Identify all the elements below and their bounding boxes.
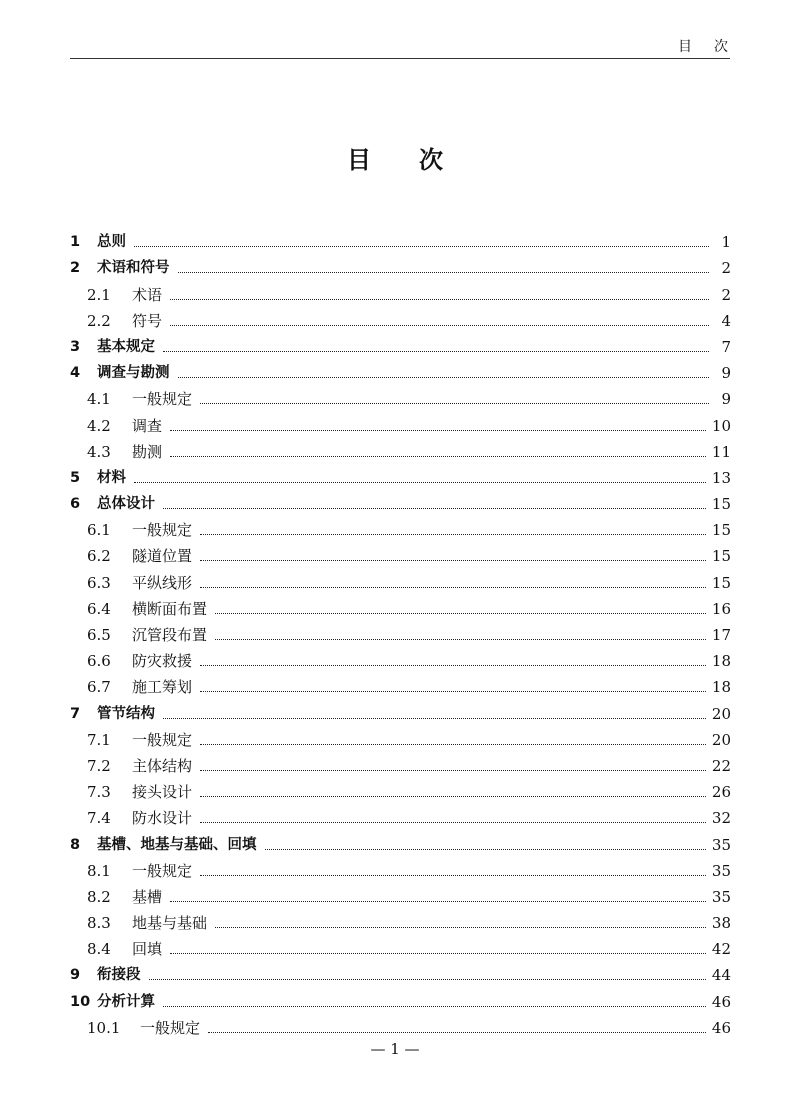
toc-entry-number: 6 xyxy=(70,496,81,513)
toc-entry-number: 8.3 xyxy=(87,914,111,933)
toc-entry-number: 4.2 xyxy=(87,416,111,435)
toc-entry-title: 总体设计 xyxy=(97,496,155,513)
toc-entry-page: 35 xyxy=(711,861,731,880)
toc-entry-page: 2 xyxy=(721,259,731,278)
toc-entry-number: 2.1 xyxy=(87,285,111,304)
toc-entry[interactable] xyxy=(70,671,731,697)
toc-leader-dots xyxy=(215,613,706,614)
toc-entry-page: 32 xyxy=(711,809,731,828)
toc-entry[interactable] xyxy=(70,357,731,383)
toc-entry[interactable] xyxy=(70,540,731,566)
toc-entry-number: 6.1 xyxy=(87,521,111,540)
toc-entry-page: 46 xyxy=(711,992,731,1011)
toc-leader-dots xyxy=(200,560,706,561)
toc-entry-page: 9 xyxy=(721,390,731,409)
toc-entry-page: 1 xyxy=(721,233,731,252)
toc-entry-title: 管节结构 xyxy=(97,705,155,722)
toc-entry-page: 22 xyxy=(711,756,731,775)
toc-leader-dots xyxy=(200,875,706,876)
toc-entry-number: 7.3 xyxy=(87,783,111,802)
page-title: 目次 xyxy=(347,146,491,174)
toc-entry-number: 6.6 xyxy=(87,652,111,671)
table-of-contents xyxy=(70,226,731,1038)
toc-entry-title: 沉管段布置 xyxy=(132,626,208,644)
toc-entry-page: 35 xyxy=(711,887,731,906)
toc-entry-title: 一般规定 xyxy=(140,1018,201,1037)
toc-entry-number: 4 xyxy=(70,365,81,382)
toc-entry-number: 8 xyxy=(70,836,81,853)
toc-leader-dots xyxy=(265,849,706,850)
toc-entry-title: 分析计算 xyxy=(97,993,155,1010)
toc-entry[interactable] xyxy=(70,436,731,462)
toc-entry-number: 10 xyxy=(70,993,91,1010)
toc-entry-page: 15 xyxy=(711,521,731,540)
toc-entry-page: 15 xyxy=(711,495,731,514)
toc-entry-title: 地基与基础 xyxy=(132,914,208,933)
toc-entry-page: 10 xyxy=(711,416,731,435)
toc-entry-number: 6.7 xyxy=(87,678,111,697)
running-header xyxy=(70,30,750,59)
toc-leader-dots xyxy=(170,901,706,902)
toc-entry[interactable] xyxy=(70,985,731,1011)
toc-leader-dots xyxy=(200,403,709,404)
toc-entry-title: 调查 xyxy=(132,416,163,435)
toc-leader-dots xyxy=(170,953,706,954)
toc-entry-title: 施工筹划 xyxy=(132,678,193,697)
toc-entry[interactable] xyxy=(70,933,731,959)
toc-leader-dots xyxy=(200,796,706,797)
toc-entry-number: 5 xyxy=(70,469,81,486)
toc-entry-title: 基槽、地基与基础、回填 xyxy=(97,836,257,853)
toc-entry[interactable] xyxy=(70,697,731,723)
toc-entry[interactable] xyxy=(70,383,731,409)
toc-leader-dots xyxy=(149,979,706,980)
toc-entry-page: 7 xyxy=(721,337,731,356)
toc-entry-number: 6.2 xyxy=(87,547,111,566)
toc-entry-title: 主体结构 xyxy=(132,756,193,775)
page-number: — 1 — xyxy=(370,1040,420,1058)
toc-entry-title: 接头设计 xyxy=(132,783,193,802)
toc-entry-title: 一般规定 xyxy=(132,861,193,880)
toc-leader-dots xyxy=(134,482,706,483)
toc-leader-dots xyxy=(200,691,706,692)
toc-entry-number: 8.1 xyxy=(87,861,111,880)
toc-entry-page: 15 xyxy=(711,573,731,592)
toc-entry-number: 8.4 xyxy=(87,940,111,959)
header-title: 目次 xyxy=(678,39,750,55)
toc-entry-number: 7.2 xyxy=(87,756,111,775)
toc-entry-title: 防灾救援 xyxy=(132,652,193,671)
toc-entry[interactable] xyxy=(70,881,731,907)
toc-leader-dots xyxy=(215,639,706,640)
toc-leader-dots xyxy=(163,351,709,352)
toc-entry-title: 横断面布置 xyxy=(132,599,208,618)
toc-entry-page: 2 xyxy=(721,285,731,304)
toc-entry-number: 6.3 xyxy=(87,573,111,592)
toc-entry[interactable] xyxy=(70,855,731,881)
toc-leader-dots xyxy=(200,665,706,666)
toc-entry-page: 15 xyxy=(711,547,731,566)
toc-entry-number: 4.1 xyxy=(87,390,111,409)
toc-leader-dots xyxy=(178,272,710,273)
toc-entry-page: 16 xyxy=(711,599,731,618)
toc-entry[interactable] xyxy=(70,645,731,671)
toc-entry[interactable] xyxy=(70,331,731,357)
toc-entry-number: 1 xyxy=(70,234,81,251)
toc-entry-title: 基本规定 xyxy=(97,338,155,355)
toc-entry-title: 符号 xyxy=(132,311,163,330)
toc-entry[interactable] xyxy=(70,252,731,278)
toc-leader-dots xyxy=(215,927,706,928)
toc-entry-title: 材料 xyxy=(97,469,126,486)
toc-entry-title: 一般规定 xyxy=(132,730,193,749)
toc-entry-page: 20 xyxy=(711,704,731,723)
toc-entry-number: 4.3 xyxy=(87,442,111,461)
toc-entry-page: 26 xyxy=(711,783,731,802)
toc-entry-number: 2 xyxy=(70,260,81,277)
toc-entry-number: 8.2 xyxy=(87,887,111,906)
toc-entry-page: 35 xyxy=(711,835,731,854)
toc-leader-dots xyxy=(200,770,706,771)
toc-entry-page: 4 xyxy=(721,311,731,330)
toc-entry-title: 回填 xyxy=(132,940,163,959)
toc-leader-dots xyxy=(200,587,706,588)
toc-entry-title: 防水设计 xyxy=(132,809,193,828)
toc-leader-dots xyxy=(178,377,710,378)
toc-entry-title: 总则 xyxy=(97,234,126,251)
toc-entry-number: 7.4 xyxy=(87,809,111,828)
toc-entry[interactable] xyxy=(70,278,731,304)
toc-entry[interactable] xyxy=(70,750,731,776)
toc-entry[interactable] xyxy=(70,226,731,252)
toc-entry-number: 7 xyxy=(70,705,81,722)
toc-entry-page: 46 xyxy=(711,1018,731,1037)
toc-entry-title: 平纵线形 xyxy=(132,573,193,592)
toc-entry-number: 7.1 xyxy=(87,730,111,749)
toc-entry[interactable] xyxy=(70,593,731,619)
toc-entry[interactable] xyxy=(70,828,731,854)
toc-leader-dots xyxy=(170,456,706,457)
toc-entry-page: 13 xyxy=(711,468,731,487)
toc-leader-dots xyxy=(200,822,706,823)
toc-entry[interactable] xyxy=(70,959,731,985)
toc-entry[interactable] xyxy=(70,514,731,540)
toc-entry-page: 17 xyxy=(711,626,731,644)
toc-entry[interactable] xyxy=(70,409,731,435)
toc-entry[interactable] xyxy=(70,1012,731,1038)
toc-leader-dots xyxy=(170,430,706,431)
toc-entry-number: 9 xyxy=(70,967,81,984)
toc-leader-dots xyxy=(163,1006,706,1007)
toc-leader-dots xyxy=(208,1032,706,1033)
toc-entry-title: 一般规定 xyxy=(132,521,193,540)
toc-entry-page: 11 xyxy=(711,442,731,461)
toc-entry-number: 10.1 xyxy=(87,1018,121,1037)
toc-entry-number: 6.5 xyxy=(87,626,111,644)
toc-entry-page: 38 xyxy=(711,914,731,933)
toc-entry-title: 调查与勘测 xyxy=(97,365,170,382)
toc-entry-title: 术语 xyxy=(132,285,163,304)
toc-entry[interactable] xyxy=(70,305,731,331)
toc-entry[interactable] xyxy=(70,907,731,933)
toc-entry-page: 20 xyxy=(711,730,731,749)
toc-entry[interactable] xyxy=(70,802,731,828)
toc-entry-title: 勘测 xyxy=(132,442,163,461)
toc-entry[interactable] xyxy=(70,462,731,488)
toc-leader-dots xyxy=(163,508,706,509)
toc-entry-number: 6.4 xyxy=(87,599,111,618)
toc-entry-number: 3 xyxy=(70,338,81,355)
toc-leader-dots xyxy=(170,299,709,300)
toc-entry-title: 基槽 xyxy=(132,887,163,906)
toc-leader-dots xyxy=(200,534,706,535)
toc-entry-page: 18 xyxy=(711,678,731,697)
toc-entry-page: 42 xyxy=(711,940,731,959)
toc-leader-dots xyxy=(200,744,706,745)
toc-entry[interactable] xyxy=(70,488,731,514)
toc-entry-page: 44 xyxy=(711,966,731,985)
toc-entry-page: 9 xyxy=(721,364,731,383)
toc-entry[interactable] xyxy=(70,566,731,592)
toc-entry-number: 2.2 xyxy=(87,311,111,330)
toc-entry-title: 衔接段 xyxy=(97,967,141,984)
toc-entry[interactable] xyxy=(70,776,731,802)
toc-leader-dots xyxy=(170,325,709,326)
toc-entry-title: 一般规定 xyxy=(132,390,193,409)
toc-entry-page: 18 xyxy=(711,652,731,671)
toc-entry-title: 术语和符号 xyxy=(97,260,170,277)
toc-entry[interactable] xyxy=(70,724,731,750)
toc-entry-title: 隧道位置 xyxy=(132,547,193,566)
toc-leader-dots xyxy=(163,718,706,719)
toc-entry[interactable] xyxy=(70,619,731,645)
toc-leader-dots xyxy=(134,246,709,247)
